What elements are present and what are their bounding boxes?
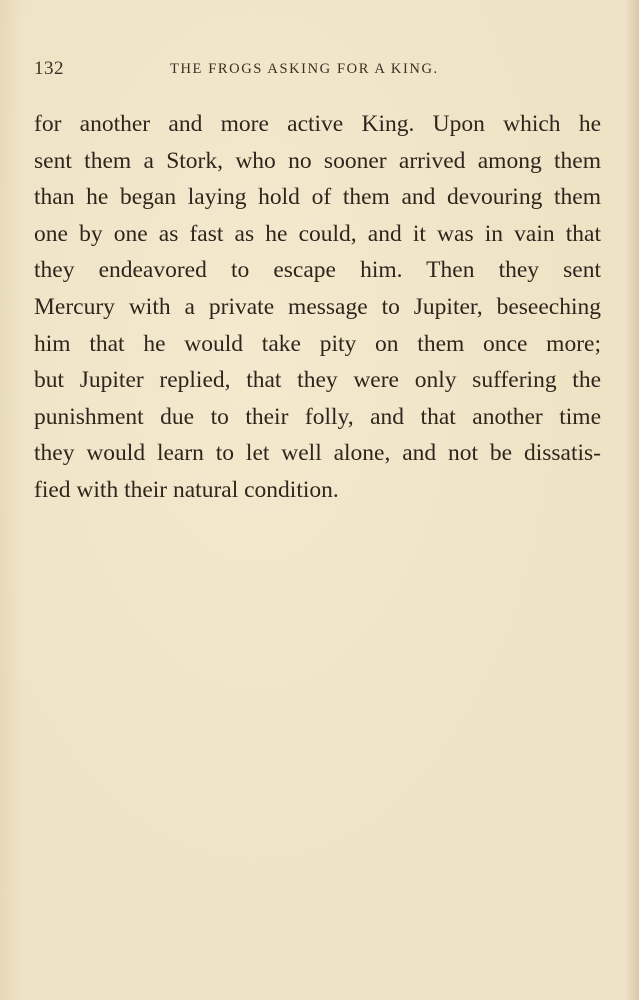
text-line: Mercury with a private message to Jupiter, beseeching — [34, 293, 601, 320]
page-header — [34, 58, 601, 84]
text-line: for another and more active King. Upon which he — [34, 111, 601, 137]
page-number: 132 — [34, 58, 64, 79]
text-line: punishment due to their folly, and that another time — [34, 403, 601, 430]
body-text — [34, 106, 601, 509]
text-line: him that he would take pity on them once more; — [34, 330, 601, 357]
text-line: they endeavored to escape him. Then they sent — [34, 257, 601, 284]
text-line: sent them a Stork, who no sooner arrived among them — [34, 147, 601, 174]
text-line: but Jupiter replied, that they were only suffering the — [34, 367, 601, 394]
text-line-last: fied with their natural condition. — [34, 476, 339, 503]
text-line: one by one as fast as he could, and it was in vain that — [34, 220, 601, 247]
text-line: they would learn to let well alone, and not be dissatis- — [34, 440, 601, 467]
text-line: than he began laying hold of them and devouring them — [34, 184, 601, 211]
running-title: THE FROGS ASKING FOR A KING. — [170, 61, 439, 77]
